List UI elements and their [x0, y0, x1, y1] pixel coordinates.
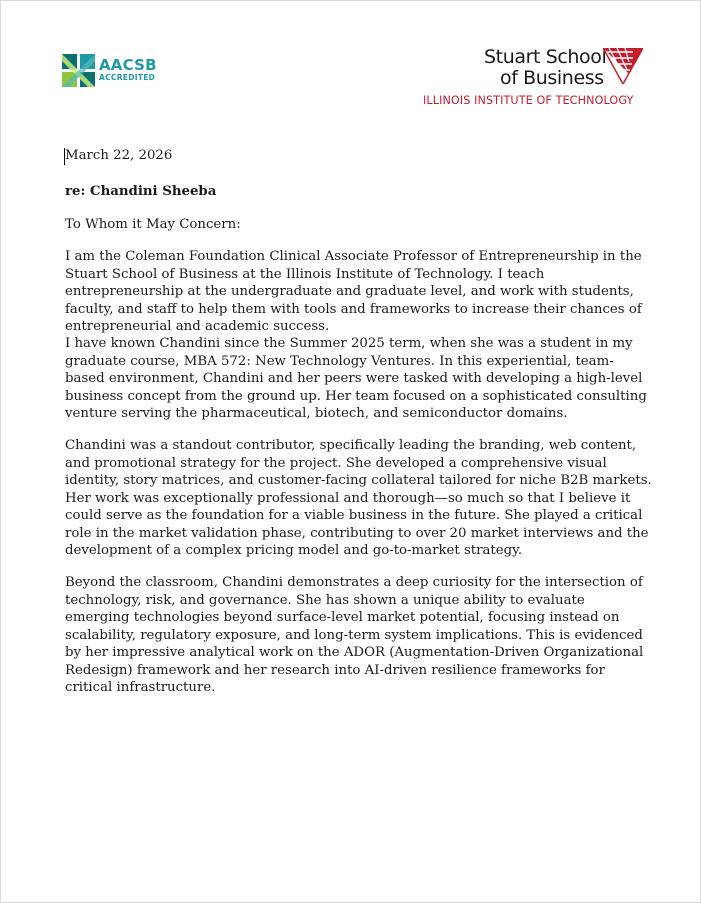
stuart-school-logo [419, 45, 649, 109]
aacsb-logo [62, 53, 157, 87]
aacsb-name: AACSB [99, 56, 157, 74]
school-name-line1: Stuart School [484, 46, 607, 68]
aacsb-mark-icon [62, 54, 95, 87]
body-paragraph-4[interactable]: Beyond the classroom, Chandini demonstrates a deep curiosity for the intersection of technology, risk, and governance. She has shown a unique ability to evaluate emerging technologies beyond surface-level market potential, focusing instead on scalability, regulatory exposure, and long-term system implications. This is evidenced by her impressive analytical work on the ADOR (Augmentation-Driven Organizational Redesign) framework and her research into AI-driven resilience frameworks for critical infrastructure. [65, 575, 644, 695]
body-paragraph-3[interactable]: Chandini was a standout contributor, specifically leading the branding, web content, and promotional strategy for the project. She developed a comprehensive visual identity, story matrices, and customer-facing collateral tailored for niche B2B markets. Her work was exceptionally professional and thorough—so much so that I believe it could serve as the foundation for a viable business in the future. She played a critical role in the market validation phase, contributing to over 20 market interviews and the development of a complex pricing model and go-to-market strategy. [65, 438, 652, 558]
letter-date[interactable]: March 22, 2026 [65, 148, 173, 163]
aacsb-accredited-label: ACCREDITED [99, 73, 156, 82]
school-name-line2: of Business [500, 67, 604, 89]
institute-name: ILLINOIS INSTITUTE OF TECHNOLOGY [423, 94, 634, 107]
body-paragraph-2[interactable]: I have known Chandini since the Summer 2025 term, when she was a student in my graduate course, MBA 572: New Technology Ventures. In this experiential, team-based environment, Chandini and her peers were tasked with developing a high-level business concept from the ground up. Her team focused on a sophisticated consulting venture serving the pharmaceutical, biotech, and semiconductor domains. [65, 336, 647, 421]
body-paragraph-1[interactable]: I am the Coleman Foundation Clinical Associate Professor of Entrepreneurship in the Stuart School of Business at the Illinois Institute of Technology. I teach entrepreneurship at the undergraduate and graduate level, and work with students, faculty, and staff to help them with tools and frameworks to increase their chances of entrepreneurial and academic success. [65, 249, 642, 334]
iit-triangle-icon [603, 48, 643, 84]
letter-subject[interactable]: re: Chandini Sheeba [65, 184, 217, 199]
letter-salutation[interactable]: To Whom it May Concern: [65, 217, 241, 232]
